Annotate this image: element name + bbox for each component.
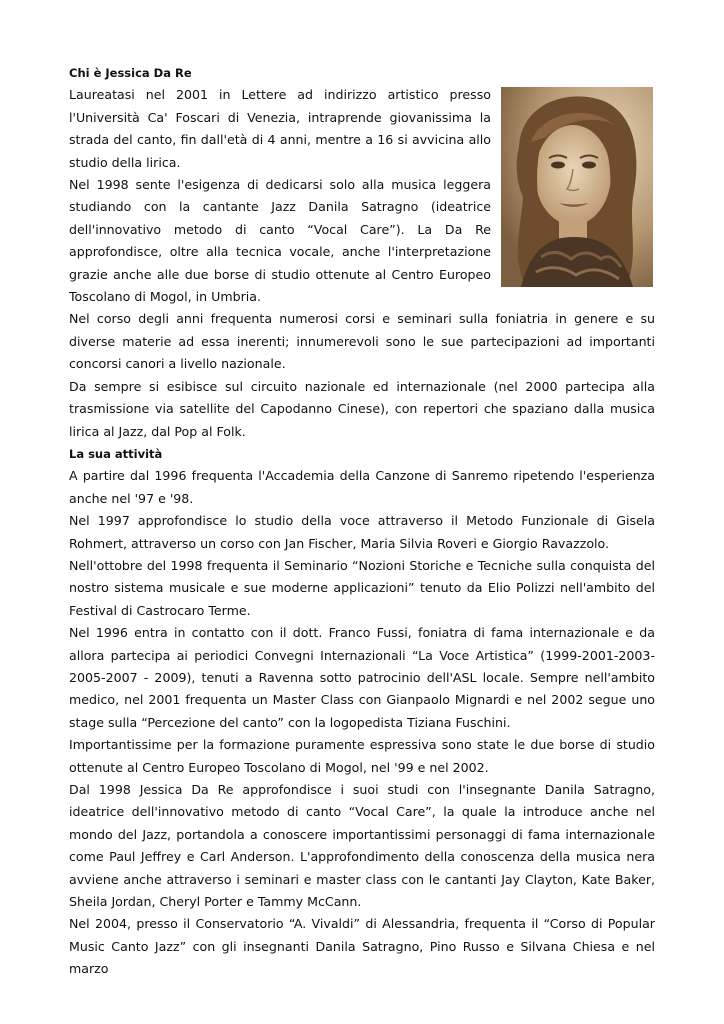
section-heading-attivita: La sua attività (69, 446, 163, 461)
bio-paragraph-4: Da sempre si esibisce sul circuito nazionale ed internazionale (nel 2000 partecipa alla trasmissione via satellite del Capodanno Cinese), con repertori che spaziano dalla musica lirica al Jazz, dal Pop al Folk. (69, 378, 655, 439)
activity-paragraph-5: Importantissime per la formazione puramente espressiva sono state le due borse di studio ottenute al Centro Europeo Toscolano di Mogol, nel '99 e nel 2002. (69, 737, 655, 775)
portrait-photo (501, 87, 653, 287)
bio-paragraph-2: Nel 1998 sente l'esigenza di dedicarsi solo alla musica leggera studiando con la cantante Jazz Danila Satragno (ideatrice dell'innovativo metodo di canto “Vocal Care”). La Da Re approfondisce, oltre alla tecnica vocale, anche l'interpretazione grazie anche alle due borse di studio ottenute al Centro Europeo Toscolano di Mogol, in Umbria. (69, 177, 491, 305)
activity-paragraph-7: Nel 2004, presso il Conservatorio “A. Vivaldi” di Alessandria, frequenta il “Corso di Popular Music Canto Jazz” con gli insegnanti Danila Satragno, Pino Russo e Silvana Chiesa e nel marzo (69, 916, 655, 977)
section-heading-chi-e: Chi è Jessica Da Re (69, 66, 192, 80)
document-page (69, 62, 655, 981)
bio-paragraph-3: Nel corso degli anni frequenta numerosi corsi e seminari sulla foniatria in genere e su diverse materie ad essa inerenti; innumerevoli sono le sue partecipazioni ad importanti concorsi canori a livello nazionale. (69, 311, 655, 372)
activity-paragraph-2: Nel 1997 approfondisce lo studio della voce attraverso il Metodo Funzionale di Gisela Rohmert, attraverso un corso con Jan Fischer, Maria Silvia Roveri e Giorgio Ravazzolo. (69, 513, 655, 551)
activity-paragraph-4: Nel 1996 entra in contatto con il dott. Franco Fussi, foniatra di fama internazionale e da allora partecipa ai periodici Convegni Internazionali “La Voce Artistica” (1999-2001-2003-2005-2007 - 2009), tenuti a Ravenna sotto patrocinio dell'ASL locale. Sempre nell'ambito medico, nel 2001 frequenta un Master Class con Gianpaolo Mignardi e nel 2002 segue uno stage sulla “Percezione del canto” con la logopedista Tiziana Fuschini. (69, 625, 655, 730)
activity-paragraph-1: A partire dal 1996 frequenta l'Accademia della Canzone di Sanremo ripetendo l'esperienza anche nel '97 e '98. (69, 468, 655, 506)
bio-paragraph-1: Laureatasi nel 2001 in Lettere ad indirizzo artistico presso l'Università Ca' Foscari di Venezia, intraprende giovanissima la strada del canto, fin dall'età di 4 anni, mentre a 16 si avvicina allo studio della lirica. (69, 87, 491, 170)
activity-paragraph-6: Dal 1998 Jessica Da Re approfondisce i suoi studi con l'insegnante Danila Satragno, ideatrice dell'innovativo metodo di canto “Vocal Care”, la quale la introduce anche nel mondo del Jazz, portandola a conoscere importantissimi personaggi di fama internazionale come Paul Jeffrey e Carl Anderson. L'approfondimento della conoscenza della musica nera avviene anche attraverso i seminari e master class con le cantanti Jay Clayton, Kate Baker, Sheila Jordan, Cheryl Porter e Tammy McCann. (69, 782, 655, 910)
activity-paragraph-3: Nell'ottobre del 1998 frequenta il Seminario “Nozioni Storiche e Tecniche sulla conquista del nostro sistema musicale e sue moderne applicazioni” tenuto da Elio Polizzi nell'ambito del Festival di Castrocaro Terme. (69, 557, 655, 618)
